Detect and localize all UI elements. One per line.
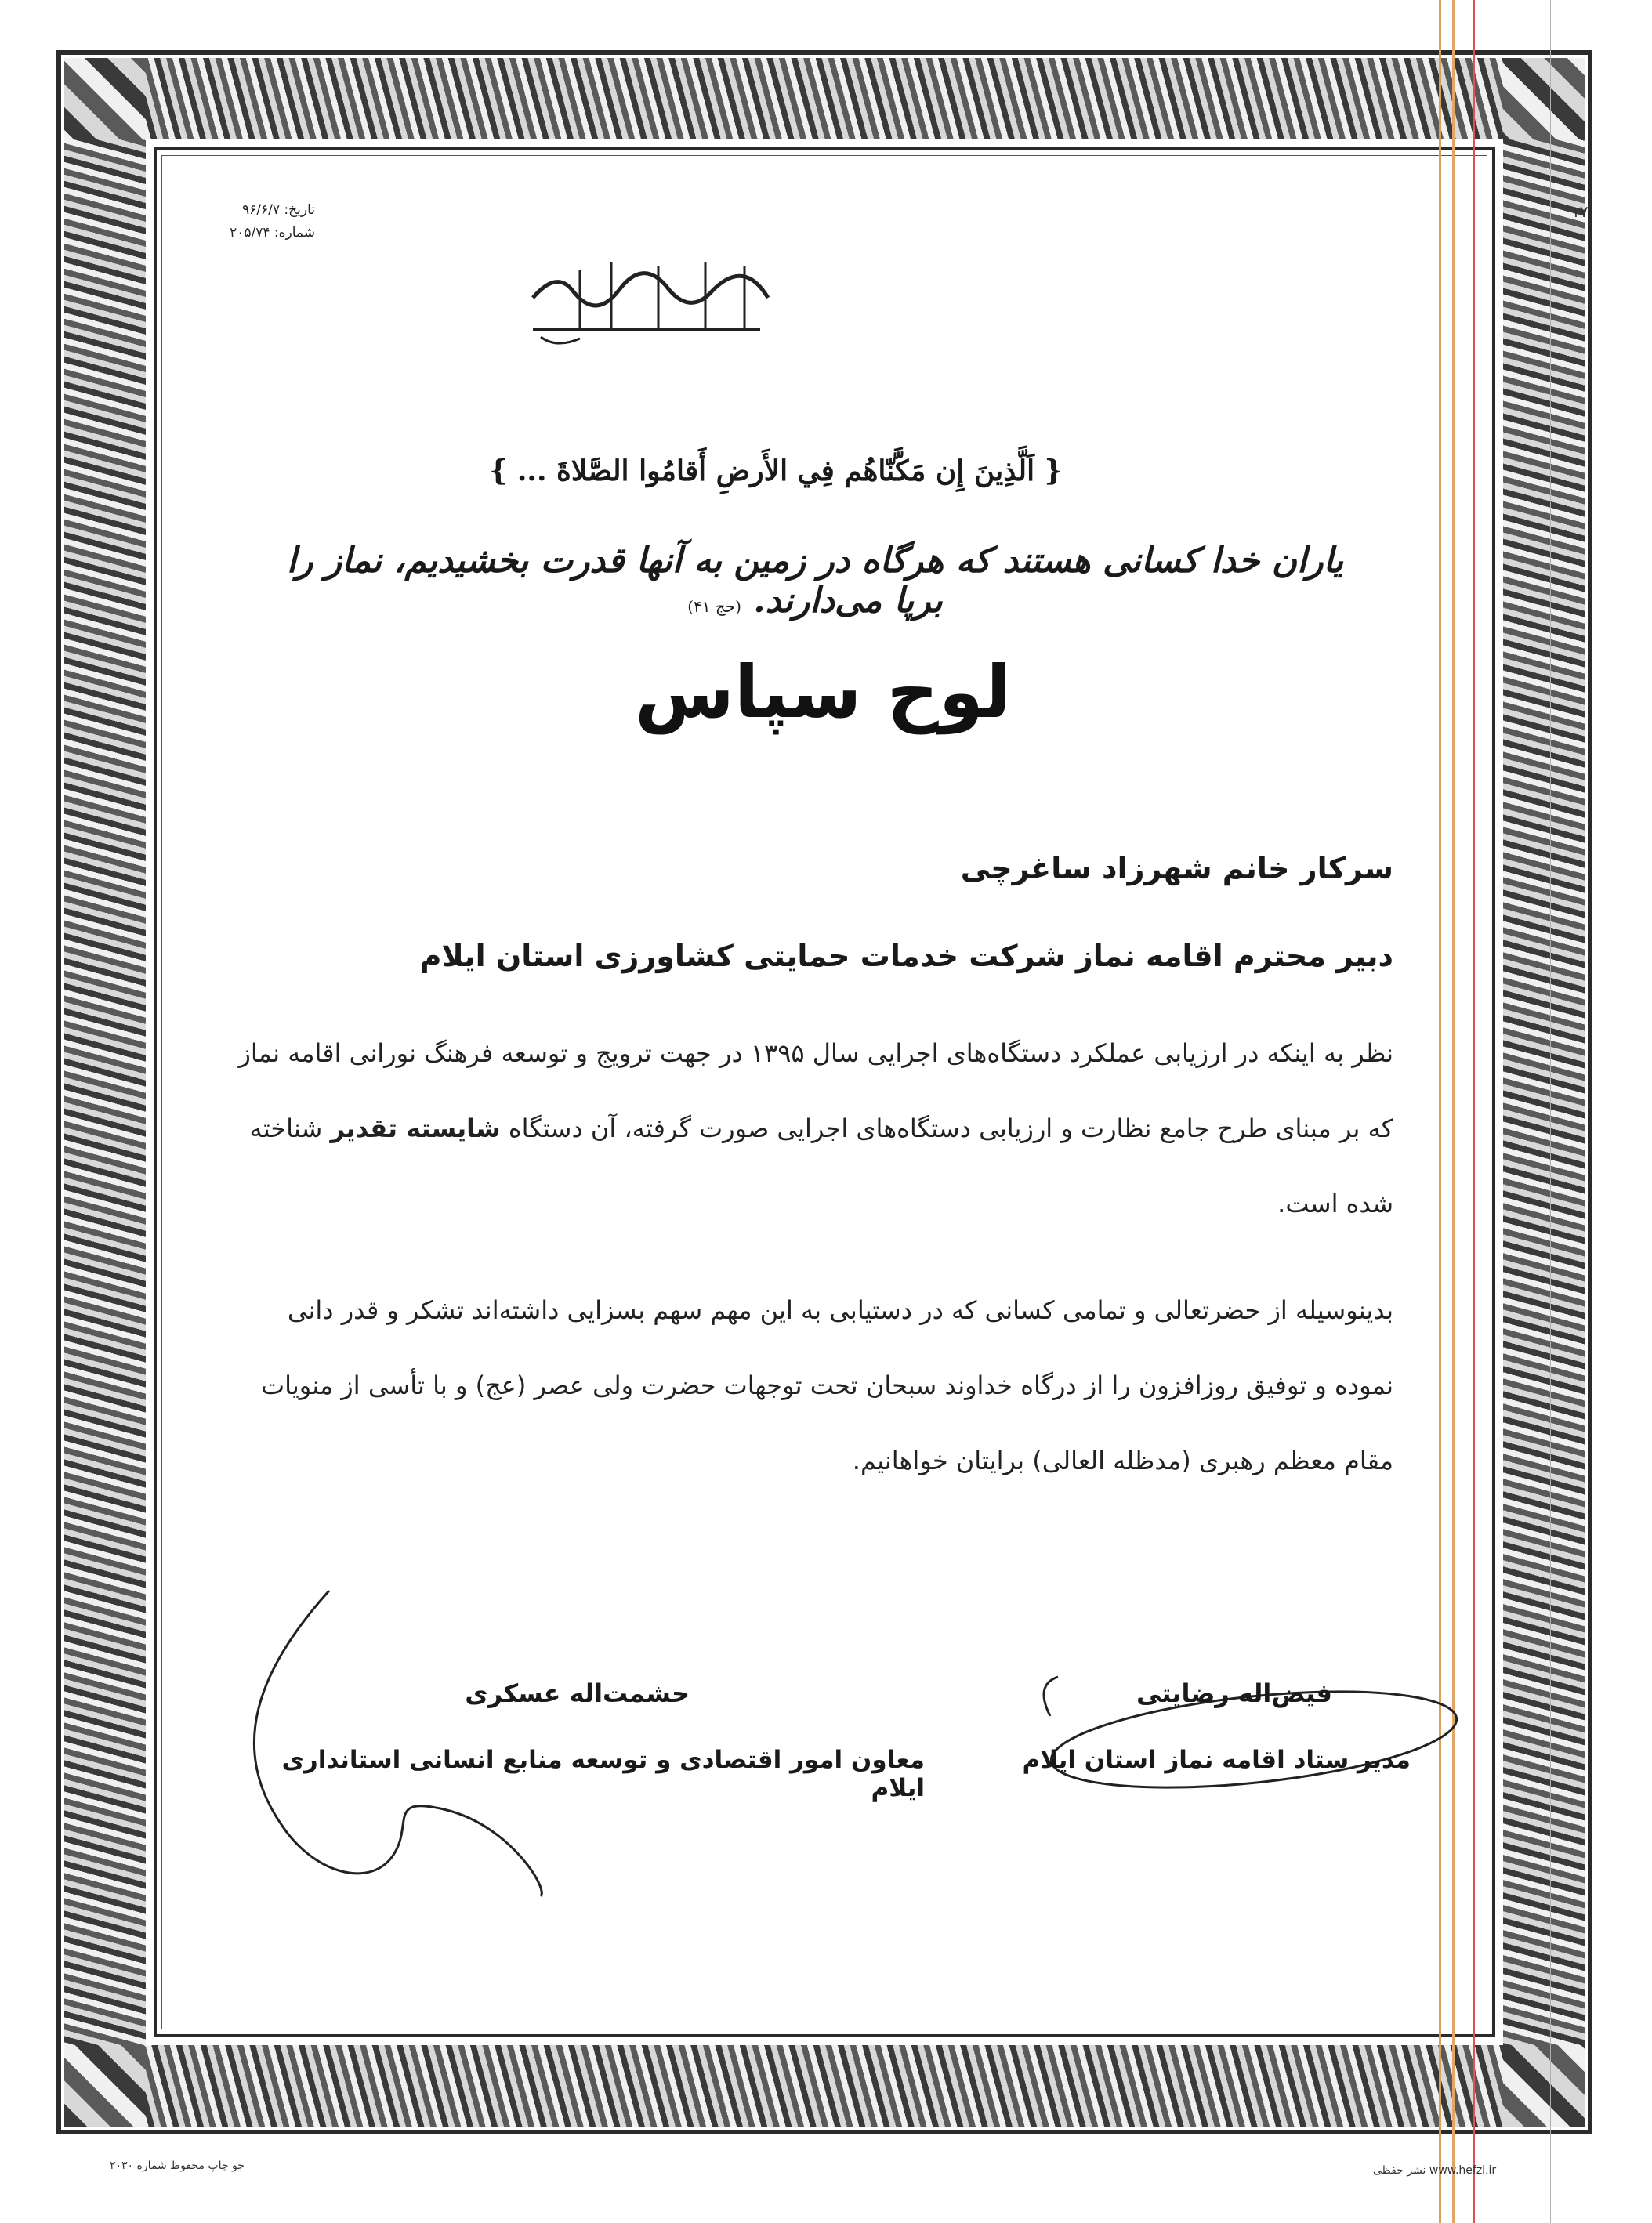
signer-right-title: مدیر ستاد اقامه نماز استان ایلام bbox=[1022, 1746, 1411, 1774]
number-label: شماره: ۲۰۵/۷۴ bbox=[230, 225, 315, 241]
date-label: تاریخ: ۹۶/۶/۷ bbox=[242, 202, 315, 218]
body-paragraph-1-end: شناخته شده است. bbox=[249, 1113, 1393, 1218]
recipient-position: دبیر محترم اقامه نماز شرکت خدمات حمایتی کشاورزی استان ایلام bbox=[419, 939, 1393, 973]
signer-right-name: فیض‌اله رضایتی bbox=[1136, 1678, 1332, 1708]
reference-block bbox=[197, 199, 315, 244]
signer-left-name: حشمت‌اله عسکری bbox=[465, 1678, 690, 1708]
verse-translation-text: یاران خدا کسانی هستند که هرگاه در زمین به آنها قدرت بخشیدیم، نماز را برپا می‌دارند. bbox=[286, 541, 1344, 621]
body-paragraph-2: بدینوسیله از حضرتعالی و تمامی کسانی که در دستیابی به این مهم سهم بسزایی داشته‌اند تشکر و قدر دانی نموده و توفیق روزافزون را از درگاه خداوند سبحان تحت توجهات حضرت ولی عصر (عج) و با تأسی از منویات مقام معظم رهبری (مدظله العالی) برایتان خواهانیم. bbox=[261, 1295, 1393, 1475]
highlight-text: شایسته تقدیر bbox=[330, 1113, 501, 1143]
quran-verse: { اَلَّذِينَ إِن مَكَّنّاهُم فِي الأَرضِ أَقامُوا الصَّلاةَ ... } bbox=[489, 454, 1063, 487]
bismillah-calligraphy bbox=[509, 243, 784, 353]
page-number: ۱۷ bbox=[1571, 202, 1589, 221]
footer-print-note: جو چاپ محفوظ شماره ۲۰۳۰ bbox=[110, 2160, 245, 2172]
certificate-title: لوح سپاس bbox=[634, 650, 1012, 734]
signer-left-title: معاون امور اقتصادی و توسعه منابع انسانی استانداری ایلام bbox=[281, 1746, 925, 1802]
verse-translation bbox=[282, 541, 1348, 621]
body-paragraph-1 bbox=[235, 1016, 1393, 1241]
footer-publisher: www.hefzi.ir نشر حفظی bbox=[1373, 2164, 1497, 2177]
signature-scribble bbox=[212, 1575, 650, 1904]
verse-reference: (حج ۴۱) bbox=[687, 597, 741, 616]
recipient-name: سرکار خانم شهرزاد ساغرچی bbox=[960, 851, 1393, 885]
body-paragraph-1-text: نظر به اینکه در ارزیابی عملکرد دستگاه‌های اجرایی سال ۱۳۹۵ در جهت ترویج و توسعه فرهنگ نورانی اقامه نماز که بر مبنای طرح جامع نظارت و ارزیابی دستگاه‌های اجرایی صورت گرفته، آن دستگاه bbox=[238, 1038, 1393, 1143]
